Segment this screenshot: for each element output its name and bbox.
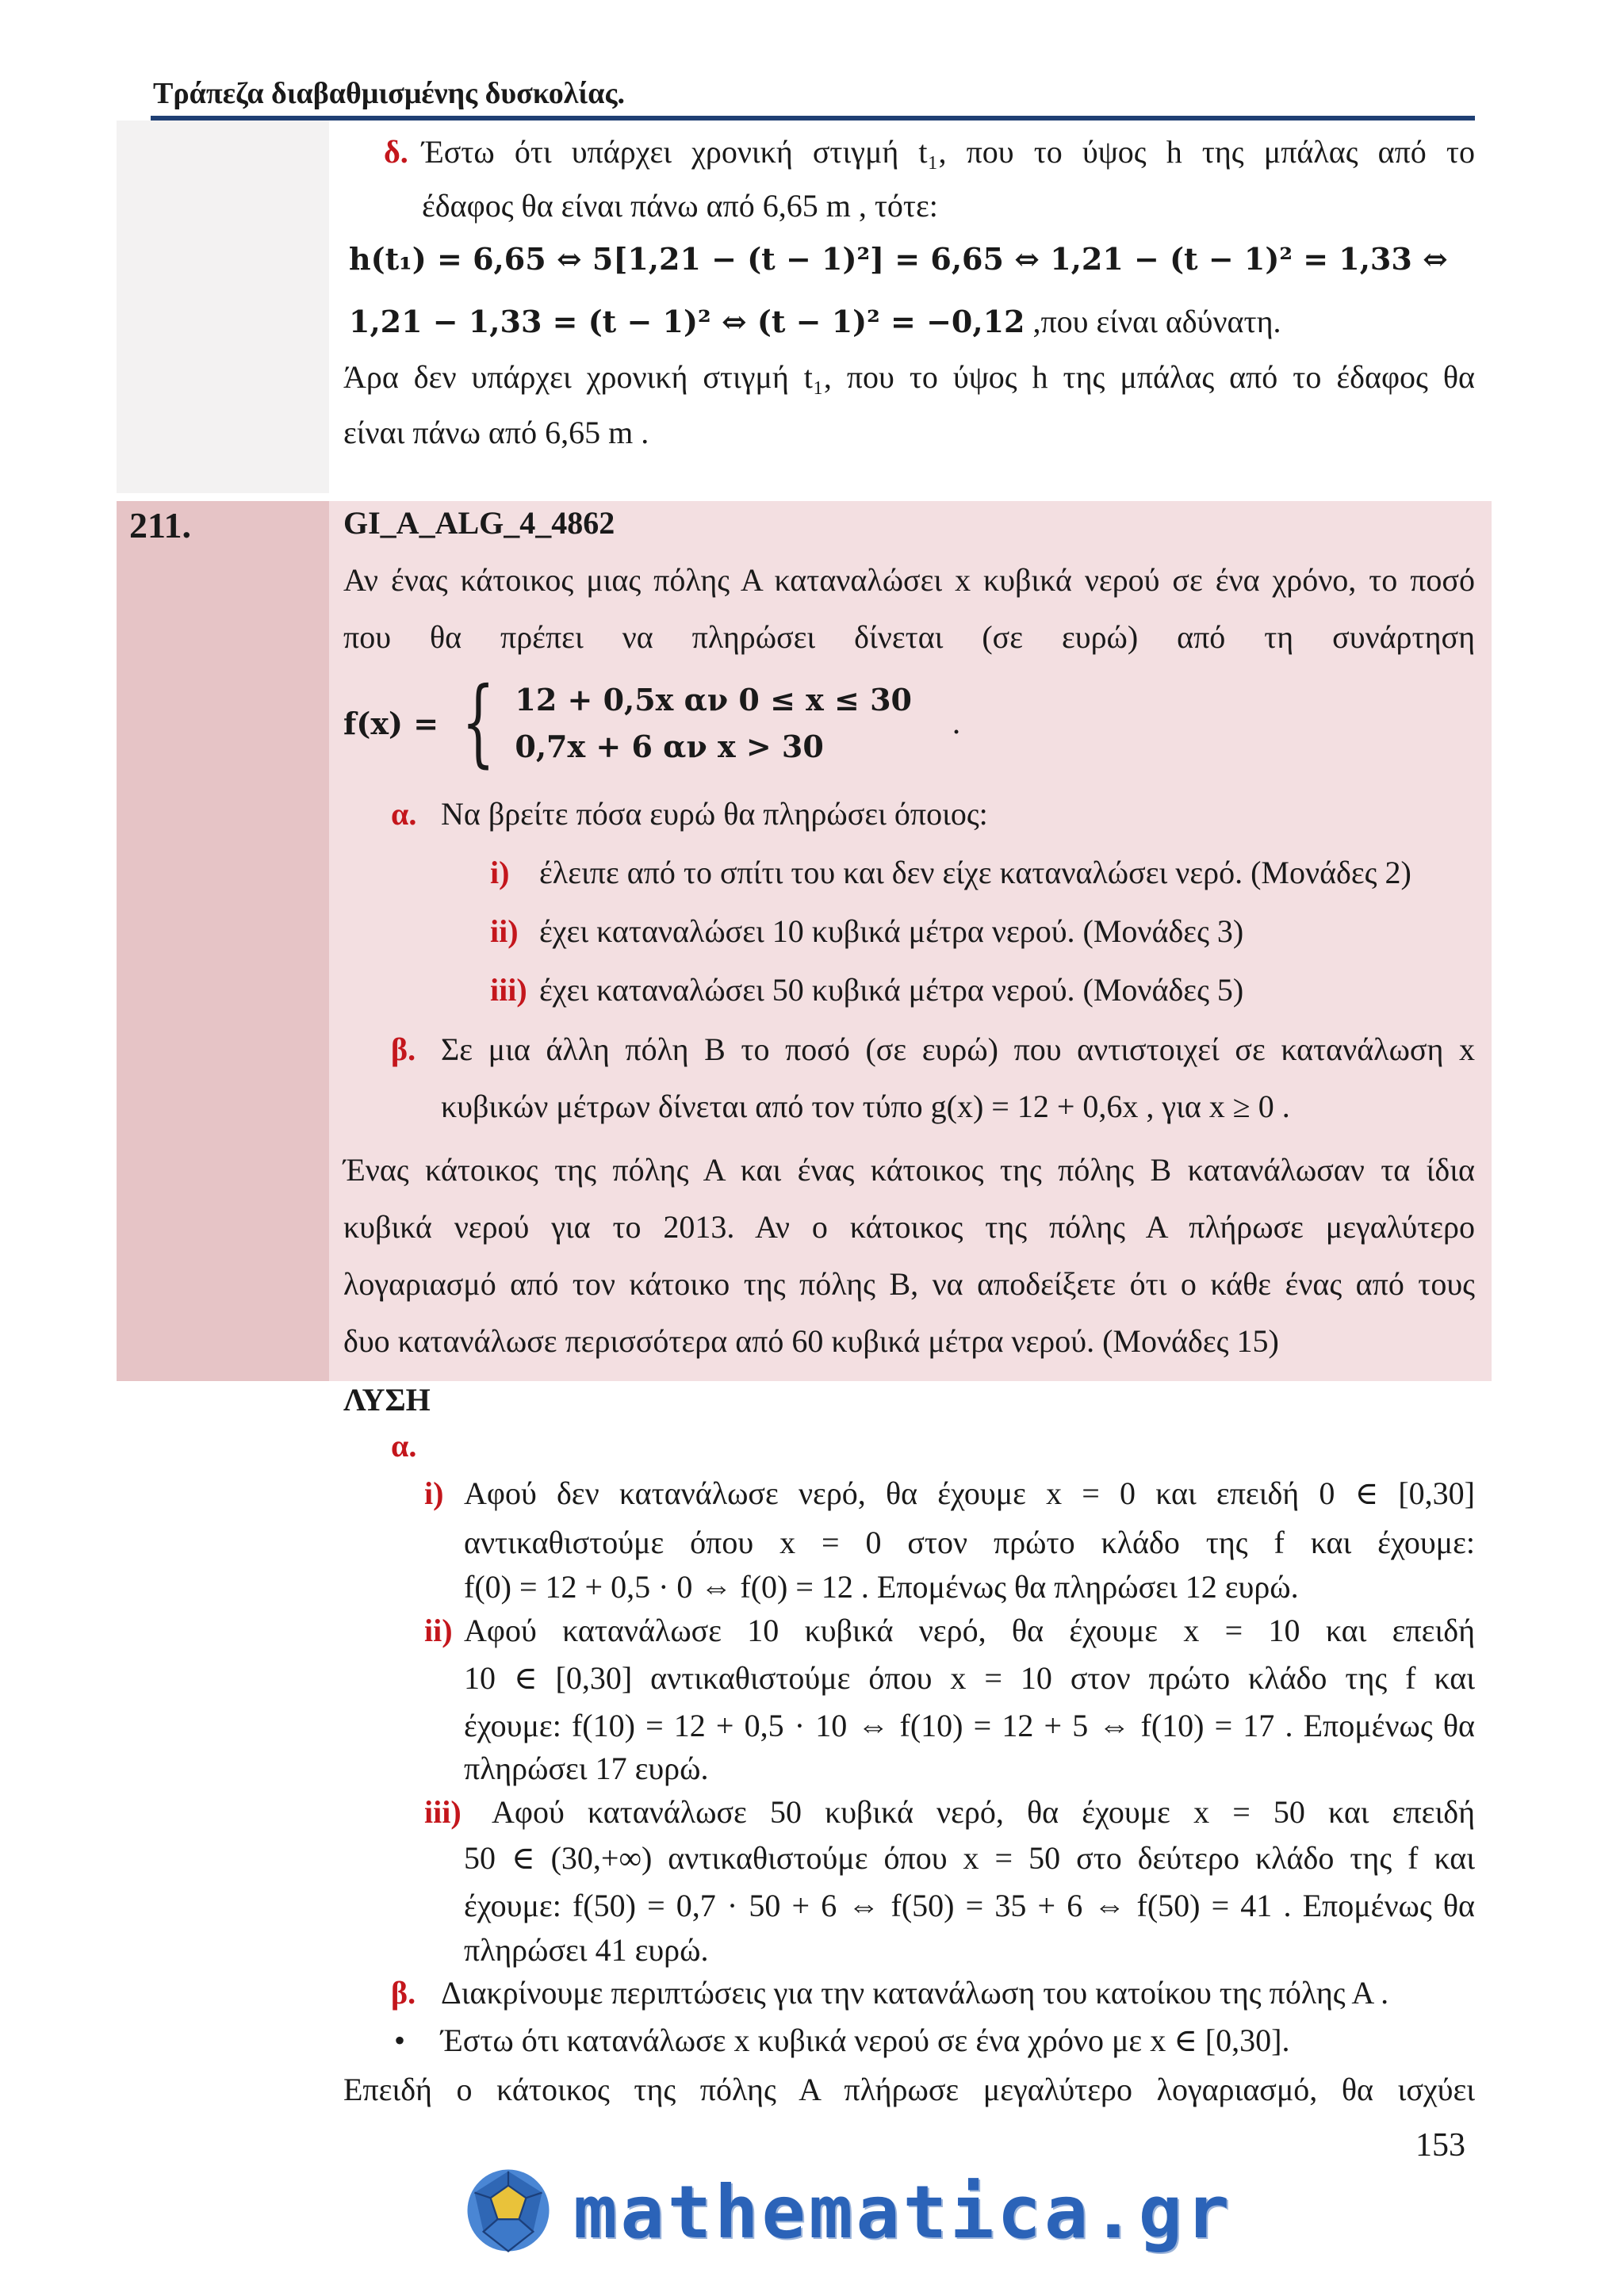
conclusion-line-1: Άρα δεν υπάρχει χρονική στιγμή t₁, που το ύψος h της μπάλας από το έδαφος θα xyxy=(343,359,1475,395)
solution-last-line: Επειδή ο κάτοικος της πόλης Α πλήρωσε μεγαλύτερο λογαριασμό, θα ισχύει xyxy=(343,2072,1475,2107)
final-line-2: κυβικά νερού για το 2013. Αν ο κάτοικος της πόλης Α πλήρωσε μεγαλύτερο xyxy=(343,1209,1475,1245)
page-header-title: Τράπεζα διαβαθμισμένης δυσκολίας. xyxy=(153,77,625,110)
bullet-symbol: • xyxy=(394,2022,406,2058)
part-a-text: Να βρείτε πόσα ευρώ θα πληρώσει όποιος: xyxy=(441,796,988,832)
delta-label: δ. xyxy=(384,134,408,170)
header-rule xyxy=(151,116,1475,121)
site-logo xyxy=(464,2166,1232,2259)
function-lhs: f(x) = xyxy=(343,705,439,741)
sub-item-i-label: i) xyxy=(490,855,510,890)
solution-ii-line-2: 10 ∈ [0,30] αντικαθιστούμε όπου x = 10 στον πρώτο κλάδο της f και xyxy=(464,1660,1475,1696)
previous-problem-strip xyxy=(117,121,329,493)
solution-b-label: β. xyxy=(391,1975,416,2011)
solution-iii-label: iii) xyxy=(424,1794,462,1830)
function-case-1: 12 + 0,5x αν 0 ≤ x ≤ 30 xyxy=(515,682,912,718)
solution-ii-label: ii) xyxy=(424,1613,453,1648)
solution-ii-line-4: πληρώσει 17 ευρώ. xyxy=(464,1751,709,1786)
sub-item-ii-text: έχει καταναλώσει 10 κυβικά μέτρα νερού. (Μονάδες 3) xyxy=(539,913,1244,949)
solution-a-label: α. xyxy=(391,1428,417,1464)
final-line-4: δυο κατανάλωσε περισσότερα από 60 κυβικά μέτρα νερού. (Μονάδες 15) xyxy=(343,1323,1279,1359)
solution-i-line-2: αντικαθιστούμε όπου x = 0 στον πρώτο κλάδο της f και έχουμε: xyxy=(464,1525,1475,1560)
solution-ii-line-3: έχουμε: f(10) = 12 + 0,5 · 10 ⇔ f(10) = 12 + 5 ⇔ f(10) = 17 . Επομένως θα xyxy=(464,1708,1475,1743)
delta-line-1: Έστω ότι υπάρχει χρονική στιγμή t₁, που το ύψος h της μπάλας από το xyxy=(422,134,1475,170)
part-b-line-1: Σε μια άλλη πόλη Β το ποσό (σε ευρώ) που αντιστοιχεί σε κατανάλωση x xyxy=(441,1031,1475,1067)
sub-item-ii-label: ii) xyxy=(490,913,519,949)
equation-2: 1,21 − 1,33 = (t − 1)² ⇔ (t − 1)² = −0,12 xyxy=(349,304,1025,339)
function-case-2: 0,7x + 6 αν x > 30 xyxy=(515,729,824,764)
function-cases xyxy=(515,682,912,764)
problem-intro-line-2: που θα πρέπει να πληρώσει δίνεται (σε ευρώ) από τη συνάρτηση xyxy=(343,619,1475,655)
part-b-line-2: κυβικών μέτρων δίνεται από τον τύπο g(x) = 12 + 0,6x , για x ≥ 0 . xyxy=(441,1089,1290,1124)
final-line-3: λογαριασμό από τον κάτοικο της πόλης Β, να αποδείξετε ότι ο κάθε ένας από τους xyxy=(343,1266,1475,1302)
brace-symbol: { xyxy=(462,668,496,778)
equation-2-row xyxy=(349,303,1281,340)
solution-i-line-3: f(0) = 12 + 0,5 · 0 ⇔ f(0) = 12 . Επομένως θα πληρώσει 12 ευρώ. xyxy=(464,1569,1299,1605)
problem-number-cell xyxy=(117,501,329,1381)
logo-wordmark: mathematica.gr xyxy=(573,2170,1233,2255)
problem-code: GI_A_ALG_4_4862 xyxy=(343,505,615,541)
conclusion-line-2: είναι πάνω από 6,65 m . xyxy=(343,415,649,450)
page-number: 153 xyxy=(1415,2127,1465,2164)
solution-iii-line-4: πληρώσει 41 ευρώ. xyxy=(464,1932,709,1968)
final-line-1: Ένας κάτοικος της πόλης Α και ένας κάτοικος της πόλης Β κατανάλωσαν τα ίδια xyxy=(343,1152,1475,1188)
solution-iii-line-2: 50 ∈ (30,+∞) αντικαθιστούμε όπου x = 50 στο δεύτερο κλάδο της f και xyxy=(464,1840,1475,1876)
solution-heading: ΛΥΣΗ xyxy=(343,1382,431,1418)
polyhedron-icon xyxy=(464,2166,553,2259)
sub-item-i-text: έλειπε από το σπίτι του και δεν είχε καταναλώσει νερό. (Μονάδες 2) xyxy=(539,855,1411,890)
bullet-text: Έστω ότι κατανάλωσε x κυβικά νερού σε ένα χρόνο με x ∈ [0,30]. xyxy=(441,2022,1290,2058)
sub-item-iii-label: iii) xyxy=(490,972,527,1008)
function-period: . xyxy=(951,706,962,740)
solution-b-text: Διακρίνουμε περιπτώσεις για την κατανάλωση του κατοίκου της πόλης Α . xyxy=(441,1975,1389,2011)
solution-i-line-1: Αφού δεν κατανάλωσε νερό, θα έχουμε x = 0 και επειδή 0 ∈ [0,30] xyxy=(464,1475,1475,1511)
solution-i-label: i) xyxy=(424,1475,444,1511)
equation-2-note: ,που είναι αδύνατη. xyxy=(1032,304,1281,339)
solution-iii-line-3: έχουμε: f(50) = 0,7 · 50 + 6 ⇔ f(50) = 35 + 6 ⇔ f(50) = 41 . Επομένως θα xyxy=(464,1888,1475,1923)
problem-intro-line-1: Αν ένας κάτοικος μιας πόλης Α καταναλώσει x κυβικά νερού σε ένα χρόνο, το ποσό xyxy=(343,562,1475,598)
equation-1: h(t₁) = 6,65 ⇔ 5[1,21 − (t − 1)²] = 6,65 ⇔ 1,21 − (t − 1)² = 1,33 ⇔ xyxy=(349,241,1448,277)
piecewise-function xyxy=(343,668,962,778)
part-b-label: β. xyxy=(391,1031,416,1067)
problem-number: 211. xyxy=(129,505,191,545)
part-a-label: α. xyxy=(391,796,417,832)
solution-iii-line-1: Αφού κατανάλωσε 50 κυβικά νερό, θα έχουμε x = 50 και επειδή xyxy=(492,1794,1475,1830)
delta-line-2: έδαφος θα είναι πάνω από 6,65 m , τότε: xyxy=(422,188,938,224)
sub-item-iii-text: έχει καταναλώσει 50 κυβικά μέτρα νερού. (Μονάδες 5) xyxy=(539,972,1244,1008)
solution-ii-line-1: Αφού κατανάλωσε 10 κυβικά νερό, θα έχουμε x = 10 και επειδή xyxy=(464,1613,1475,1648)
